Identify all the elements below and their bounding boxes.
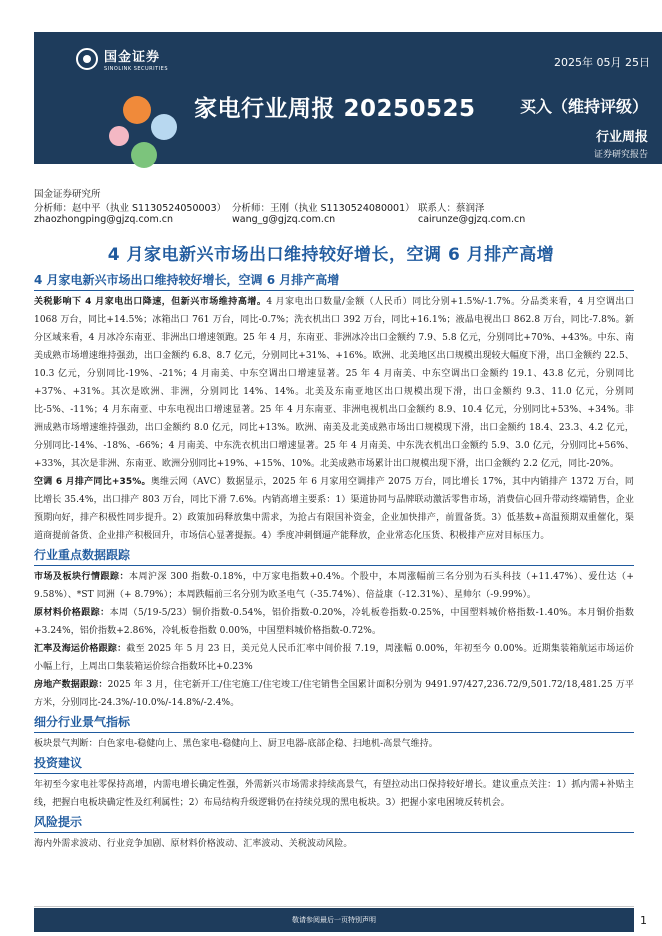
paragraph-export bbox=[34, 293, 634, 473]
contact-person: 联系人：蔡润泽 bbox=[418, 203, 485, 214]
main-headline: 4 月家电新兴市场出口维持较好增长，空调 6 月排产高增 bbox=[107, 245, 555, 265]
badge-orange-icon bbox=[123, 96, 151, 124]
analyst-2: 分析师：王刚（执业 S1130524080001） bbox=[232, 203, 415, 214]
section-title-4: 投资建议 bbox=[34, 755, 634, 774]
lead-market: 市场及板块行情跟踪： bbox=[34, 572, 130, 582]
badge-green-icon bbox=[131, 142, 157, 168]
page-number: 1 bbox=[640, 914, 647, 927]
paragraph-investment: 年初至今家电社零保持高增，内需电增长确定性强，外需新兴市场需求持续高景气，有望拉动出口保持较好增长。建议重点关注：1）抓内需+补贴主线，把握白电板块确定性及红利属性；2）布局结构升级逻辑仍在持续兑现的黑电板块。3）把握小家电困境反转机会。 bbox=[34, 780, 634, 808]
lead-materials: 原材料价格跟踪： bbox=[34, 608, 110, 618]
section-title-3: 细分行业景气指标 bbox=[34, 714, 634, 733]
section-title-5: 风险提示 bbox=[34, 814, 634, 833]
decorative-badges bbox=[109, 96, 179, 170]
lead-ac: 空调 6 月排产同比+35%。 bbox=[34, 477, 151, 487]
analyst-1: 分析师：赵中平（执业 S1130524050003） bbox=[34, 203, 227, 214]
company-logo bbox=[76, 46, 168, 72]
report-type: 行业周报 bbox=[595, 130, 648, 145]
report-body bbox=[34, 272, 634, 853]
analyst-1-email[interactable]: zhaozhongping@gjzq.com.cn bbox=[34, 214, 173, 225]
footer-disclaimer: 敬请参阅最后一页特别声明 bbox=[292, 916, 376, 924]
body-ac: 奥维云网（AVC）数据显示，2025 年 6 月家用空调排产 2075 万台，同比增长 17%，其中内销排产 1372 万台，同比增长 35.4%，出口排产 803 万台，同比下滑 7.6%。内销高增主要系：1）渠道协同与品牌联动激活零售市场，消费信心回升带动终端销售，企业预期向好，排产积极性同步提升。2）政策加码释放集中需求，为抢占有限国补资金，企业加快排产，前置备货。3）低基数+高温预期双重催化，渠道商提前备货、企业排产积极回升，市场信心显著提振。4）季度冲刺倒逼产能释放，企业常态化压货、积极排产应对目标压力。 bbox=[34, 477, 634, 541]
report-subtype: 证券研究报告 bbox=[593, 150, 648, 160]
lead-export: 关税影响下 4 月家电出口降速，但新兴市场维持高增。 bbox=[34, 297, 267, 307]
section-title-2: 行业重点数据跟踪 bbox=[34, 547, 634, 566]
body-export: 4 月家电出口数量/金额（人民币）同比分别+1.5%/-1.7%。分品类来看，4 月空调出口 1068 万台，同比+14.5%；冰箱出口 761 万台，同比-0.7%；洗衣机出口 392 万台，同比+16.1%；液晶电视出口 862.8 万台，同比-7.8%。新分区域来看，4 月冰冷东南亚、非洲出口增速领跑。25 年 4 月，东南亚、非洲冰冷出口金额约 7.9、5.8 亿元，分别同比+70%、+43%。中东、南美成熟市场增速维持强劲，出口金额约 6.8、8.7 亿元，分别同比+31%、+16%。欧洲、北美地区出口规模出现较大幅度下滑，出口金额约 22.5、10.3 亿元，分别同比-19%、-21%；4 月南美、中东空调出口增速显著。25 年 4 月南美、中东空调出口金额约 19.1、43.8 亿元，分别同比+37%、+31%。其次是欧洲、非洲，分别同比 14%、14%。北美及东南亚地区出口规模出现下滑，出口金额约 9.3、11.0 亿元，分别同比-5%、-11%；4 月东南亚、中东电视出口增速显著。25 年 4 月东南亚、非洲电视机出口金额约 8.9、10.4 亿元，分别同比+53%、+34%。非洲成熟市场增速维持强劲，出口金额约 8.0 亿元，同比+13%。欧洲、南美及北美成熟市场出口规模现下滑，出口金额约 18.4、23.3、4.2 亿元，分别同比-14%、-18%、-66%；4 月南美、中东洗衣机出口增速显著。25 年 4 月南美、中东洗衣机出口金额约 5.9、3.0 亿元，分别同比+56%、+33%，其次是非洲、东南亚、欧洲分别同比+19%、+15%、10%。北美成熟市场累计出口规模出现下滑，出口金额约 2.2 亿元，同比-20%。 bbox=[34, 297, 634, 469]
research-institute: 国金证券研究所 bbox=[34, 189, 101, 200]
rating-label: 买入（维持评级） bbox=[519, 97, 648, 116]
report-title: 家电行业周报 20250525 bbox=[194, 96, 476, 122]
badge-pink-icon bbox=[109, 126, 129, 146]
body-materials: 本周（5/19-5/23）铜价指数-0.54%，铝价指数-0.20%，冷轧板卷指数-0.25%，中国塑料城价格指数-1.40%。本月铜价指数+3.24%，铝价指数+2.86%，冷轧板卷指数 0.00%，中国塑料城价格指数-0.72%。 bbox=[34, 608, 634, 636]
paragraph-sector-outlook: 板块景气判断：白色家电-稳健向上、黑色家电-稳健向上、厨卫电器-底部企稳、扫地机-高景气维持。 bbox=[34, 739, 438, 749]
logo-cn: 国金证券 bbox=[104, 50, 161, 65]
paragraph-real-estate bbox=[34, 676, 634, 712]
footer-divider bbox=[34, 906, 634, 907]
analyst-2-email[interactable]: wang_g@gjzq.com.cn bbox=[232, 214, 336, 225]
lead-fx: 汇率及海运价格跟踪： bbox=[34, 644, 127, 654]
logo-circle-icon bbox=[76, 48, 98, 70]
paragraph-risk: 海内外需求波动、行业竞争加剧、原材料价格波动、汇率波动、关税波动风险。 bbox=[34, 839, 353, 849]
body-fx: 截至 2025 年 5 月 23 日，美元兑人民币汇率中间价报 7.19，周涨幅 0.00%，年初至今 0.00%。近期集装箱航运市场运价小幅上行，上周出口集装箱运价综合指数环比+0.23% bbox=[34, 644, 634, 672]
paragraph-ac-production bbox=[34, 473, 634, 545]
body-real-estate: 2025 年 3 月，住宅新开工/住宅施工/住宅竣工/住宅销售全国累计面积分别为 9491.97/427,236.72/9,501.72/18,481.25 万平方米，分别同比-24.3%/-10.0%/-14.8%/-2.4%。 bbox=[34, 680, 634, 708]
contact-email[interactable]: cairunze@gjzq.com.cn bbox=[418, 214, 526, 225]
paragraph-fx-shipping bbox=[34, 640, 634, 676]
logo-en: SINOLINK SECURITIES bbox=[104, 66, 168, 72]
report-header bbox=[34, 32, 662, 164]
lead-real-estate: 房地产数据跟踪： bbox=[34, 680, 108, 690]
body-market: 本周沪深 300 指数-0.18%，中万家电指数+0.4%。个股中，本周涨幅前三名分别为石头科技（+11.47%）、爱仕达（+ 9.58%）、*ST 同洲（+ 8.79%）；本周跌幅前三名分别为欧圣电气（-35.74%）、倍益康（-12.31%）、星帅尔（-9.99%）。 bbox=[34, 572, 634, 600]
badge-blue-icon bbox=[151, 114, 177, 140]
paragraph-materials bbox=[34, 604, 634, 640]
paragraph-market bbox=[34, 568, 634, 604]
report-date: 2025年 05月 25日 bbox=[554, 56, 650, 69]
section-title-1: 4 月家电新兴市场出口维持较好增长，空调 6 月排产高增 bbox=[34, 272, 634, 291]
